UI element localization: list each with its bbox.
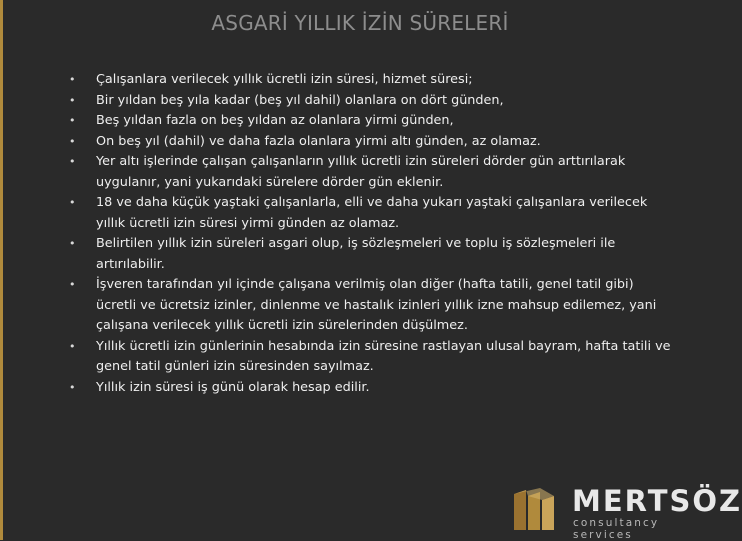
- logo-mark-icon: [512, 486, 566, 532]
- left-accent-rule: [0, 0, 3, 540]
- bullet-text: On beş yıl (dahil) ve daha fazla olanlara yirmi altı günden, az olamaz.: [96, 133, 541, 149]
- bullet-item: [64, 132, 674, 153]
- company-logo: [512, 484, 742, 541]
- bullet-icon: •: [69, 155, 76, 168]
- bullet-text: İşveren tarafından yıl içinde çalışana verilmiş olan diğer (hafta tatili, genel tatil gibi) ücretli ve ücretsiz izinler, dinlenme ve hastalık izinleri yıllık izne mahsup edilemez, yani çalışana verilecek yıllık ücretli izin sürelerinden düşülmez.: [96, 277, 657, 333]
- bullet-icon: •: [69, 339, 76, 353]
- bullet-item: [64, 70, 674, 91]
- bullet-text: Bir yıldan beş yıla kadar (beş yıl dahil) olanlara on dört günden,: [96, 92, 504, 108]
- bullet-text: Yer altı işlerinde çalışan çalışanların yıllık ücretli izin süreleri dörder gün arttırılarak uygulanır, yani yukarıdaki sürelere dörder gün eklenir.: [96, 154, 626, 190]
- logo-brand-text: MERTSÖZ: [572, 484, 742, 518]
- bullet-item: [64, 193, 674, 234]
- bullet-item: [64, 337, 674, 378]
- bullet-item: [64, 111, 674, 132]
- bullet-icon: •: [69, 196, 76, 209]
- bullet-text: Belirtilen yıllık izin süreleri asgari olup, iş sözleşmeleri ve toplu iş sözleşmeleri ile artırılabilir.: [96, 236, 616, 272]
- bullet-item: [64, 378, 674, 399]
- bullet-icon: •: [69, 237, 76, 250]
- bullet-text: Yıllık ücretli izin günlerinin hesabında izin süresine rastlayan ulusal bayram, hafta tatili ve genel tatil günleri izin süresinden sayılmaz.: [96, 338, 671, 374]
- bullet-item: [64, 275, 674, 337]
- bullet-icon: •: [69, 380, 76, 394]
- bullet-item: [64, 234, 674, 275]
- bullet-text: 18 ve daha küçük yaştaki çalışanlarla, elli ve daha yukarı yaştaki çalışanlara verilecek yıllık ücretli izin süresi yirmi günden az olamaz.: [96, 195, 648, 231]
- bullet-text: Yıllık izin süresi iş günü olarak hesap edilir.: [96, 379, 370, 395]
- logo-tagline: consultancy services: [573, 517, 660, 541]
- bullet-text: Beş yıldan fazla on beş yıldan az olanlara yirmi günden,: [96, 113, 454, 128]
- bullet-icon: •: [69, 278, 76, 291]
- bullet-icon: •: [69, 73, 76, 86]
- bullet-icon: •: [69, 134, 76, 148]
- bullet-list: [64, 70, 674, 398]
- bullet-icon: •: [69, 114, 76, 127]
- bullet-item: [64, 152, 674, 193]
- bullet-item: [64, 91, 674, 112]
- slide-title: ASGARİ YILLIK İZİN SÜRELERİ: [211, 11, 509, 35]
- bullet-icon: •: [69, 93, 76, 107]
- bullet-text: Çalışanlara verilecek yıllık ücretli izin süresi, hizmet süresi;: [96, 72, 473, 87]
